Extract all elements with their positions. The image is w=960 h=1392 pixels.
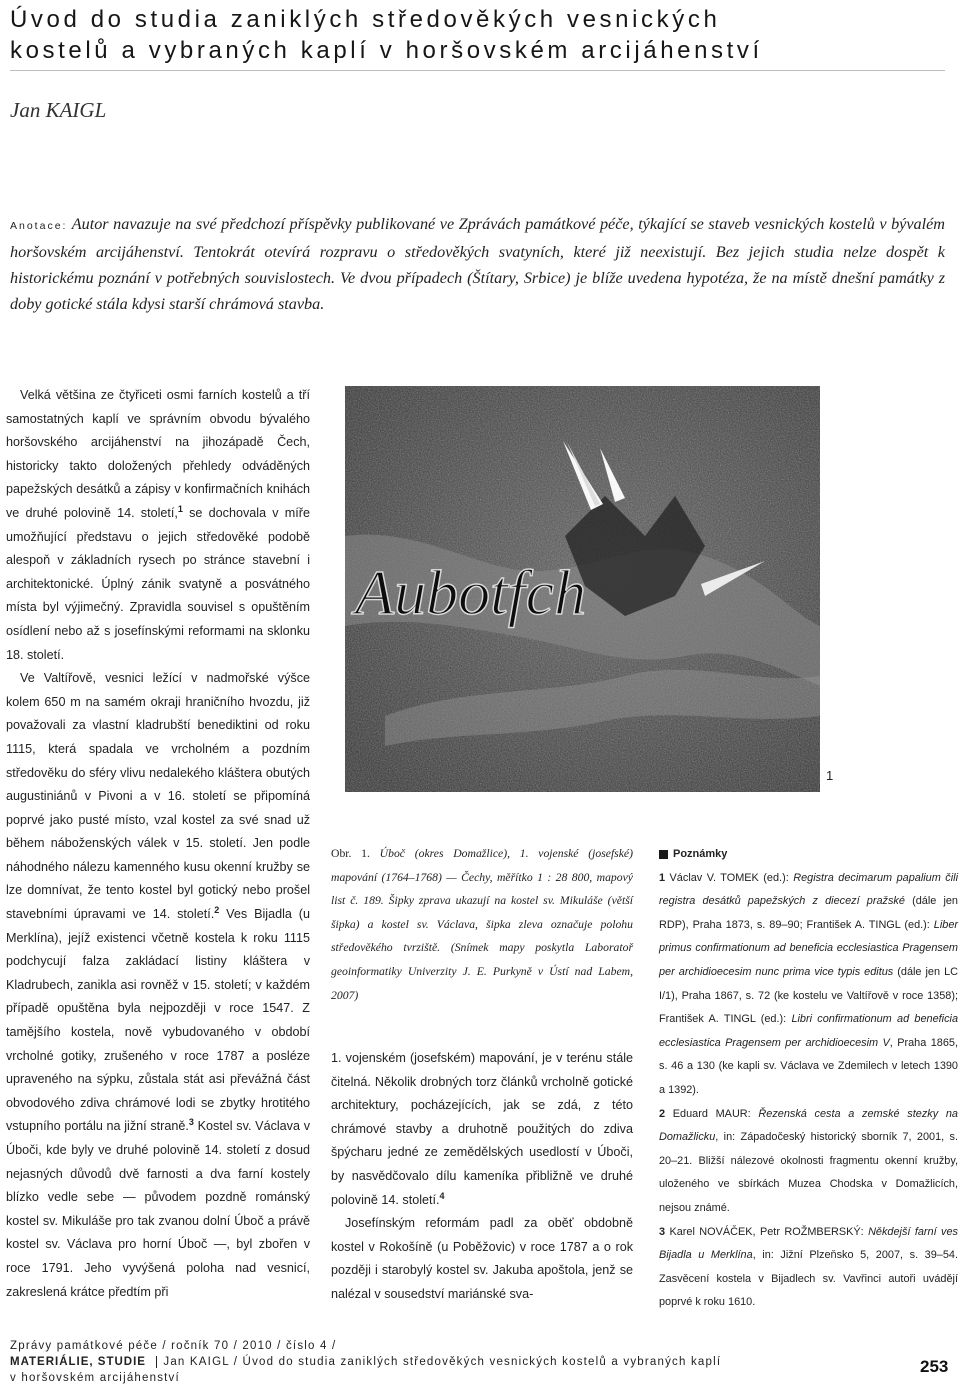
footer-article-title-cont: v horšovském arcijáhenství — [10, 1372, 180, 1384]
article-title — [10, 4, 955, 66]
text-run: Liber primus confirmationum ad beneficia ecclesiastica Pragensem per archidioecesim nunc prima vice typis editus — [659, 918, 958, 978]
journal-line: Zprávy památkové péče / ročník 70 / 2010 / číslo 4 / — [10, 1340, 337, 1352]
text-run: (dále jen LC I/1), Praha 1867, s. 72 (ke kostelu ve Valtířově v roce 1358); František A. TINGL (ed.): — [659, 965, 958, 1026]
annotation-text: Autor navazuje na své předchozí příspěvky publikované ve Zprávách památkové péče, týkající se staveb vesnických kostelů v bývalém horšovském arcijáhenství. Tentokrát otevírá rozpravu o středověkých svatyních, které již neexistují. Bez jejich studia nelze dospět k historickému poznání v potřebných souvislostech. Ve dvou případech (Štítary, Srbice) je blíže uvedena hypotéza, že na místě dnešní památky z doby gotické stála kdysi starší chrámová stavba. — [10, 215, 945, 313]
page-footer — [10, 1338, 945, 1386]
notes-heading — [659, 843, 958, 867]
body-column-2 — [331, 1047, 633, 1307]
text-run: Libri confirmationum ad beneficia ecclesiastica Pragensem per archidioecesim V — [659, 1013, 958, 1049]
text-run: Velká většina ze čtyřiceti osmi farních kostelů a tří samostatných kaplí ve správním obvodu bývalého horšovského arcijáhenství na jihozápadě Čech, historicky takto doložených přehledy odváděných papežských desátků a zápisy v konfirmačních knihách ve druhé polovině 14. století, — [6, 388, 310, 520]
footnote-number: 2 — [659, 1107, 666, 1120]
footnote-ref[interactable]: 2 — [214, 904, 220, 915]
footnote-ref[interactable]: 4 — [439, 1190, 445, 1201]
square-bullet-icon — [659, 850, 668, 859]
notes-heading-label: Poznámky — [673, 848, 728, 860]
footer-separator — [156, 1356, 157, 1368]
map-image — [345, 386, 820, 792]
paragraph — [331, 1047, 633, 1212]
text-run: Karel NOVÁČEK, Petr ROŽMBERSKÝ: — [665, 1225, 869, 1238]
text-run: 1. vojenském (josefském) mapování, je v terénu stále čitelná. Několik drobných torz článků vrcholně gotické architektury, pocházejících, jak se zdá, z této chrámové stavby a druhotně použitých do zdiva špýcharu jedné ze zemědělských usedlostí v Úboči, by nasvědčovalo dílu kameníka přibližně ve druhé polovině 14. století. — [331, 1051, 633, 1207]
footnote-item — [659, 1221, 958, 1315]
text-run: , in: Západočeský historický sborník 7, 2001, s. 20–21. Bližší nálezové okolnosti fragmentu okenní kružby, uloženého ve sbírkách Muzea Chodska v Domažlicích, nejsou známé. — [659, 1131, 958, 1214]
text-run: Kostel sv. Václava v Úboči, kde byly ve druhé polovině 14. století z dosud nejasných důvodů dvě farnosti a dva farní kostely blízko vedle sebe — původem pozdně románský kostel sv. Mikuláše pro tak zvanou dolní Úboč a právě kostel sv. Václava pro horní Úboč —, byl zbořen v roce 1791. Jeho vyvýšená poloha nad vesnicí, zakreslená krátce předtím při — [6, 1119, 310, 1299]
footnote-ref[interactable]: 3 — [188, 1117, 194, 1128]
paragraph — [6, 384, 310, 667]
footer-article-title: Jan KAIGL / Úvod do studia zaniklých středověkých vesnických kostelů a vybraných kaplí — [163, 1356, 722, 1368]
figure-caption — [331, 842, 633, 1007]
caption-text: Úboč (okres Domažlice), 1. vojenské (josefské) mapování (1764–1768) — Čechy, měřítko 1 : 28 800, mapový list č. 189. Šipky zprava ukazují na kostel sv. Mikuláše (větší šipka) a kostel sv. Václava, šipka zleva označuje polohu středověkého tvrziště. (Snímek mapy poskytla Laboratoř geoinformatiky Univerzity J. E. Purkyně v Ústí nad Labem, 2007) — [331, 847, 634, 1002]
annotation-label: Anotace: — [10, 220, 68, 232]
text-run: Ve Valtířově, vesnici ležící v nadmořské výšce kolem 650 m na samém okraji hraničního hvozdu, již považovali za vlastní kladrubští benediktini od roku 1115, která spadala ve vrcholném a pozdním středověku do sféry vlivu nedalekého kláštera obutých augustiniánů v Pivoni a v 16. století se připomíná poprvé jako pusté místo, vzal kostel za své snad už během náboženských válek v 15. století. Jen podle náhodného nálezu kamenného kusu okenní kružby se lze domnívat, že tento kostel byl gotický nebo prošel stavebními úpravami ve 14. století. — [6, 671, 310, 922]
title-line-1: Úvod do studia zaniklých středověkých vesnických — [10, 6, 721, 33]
title-divider — [10, 70, 945, 71]
footnotes — [659, 843, 958, 1315]
text-run: se dochovala v míře umožňující představu o jejich středověké podobě alespoň v základních rysech po stránce stavební i architektonické. Úplný zánik svatyně a posvátného místa byl výjimečný. Zpravidla souvisel s opuštěním osídlení nebo až s josefínskými reformami na sklonku 18. století. — [6, 505, 310, 662]
text-run: , in: Jižní Plzeňsko 5, 2007, s. 39–54. Zasvěcení kostela v Bijadlech sv. Vavřinci autoři uvádějí poprvé k roku 1610. — [659, 1249, 958, 1309]
footnote-ref[interactable]: 1 — [177, 503, 183, 514]
text-run: Řezenská cesta a zemské stezky na Domažlicku — [659, 1107, 958, 1144]
page-number: 253 — [920, 1357, 949, 1376]
footnote-number: 3 — [659, 1225, 666, 1238]
caption-label: Obr. 1. — [331, 847, 370, 860]
text-run: Někdejší farní ves Bijadla u Merklína — [659, 1225, 958, 1262]
title-line-2: kostelů a vybraných kaplí v horšovském arcijáhenství — [10, 37, 763, 64]
text-run: Václav V. TOMEK (ed.): — [665, 871, 794, 884]
historical-map-figure — [345, 386, 820, 792]
section-label: MATERIÁLIE, STUDIE — [10, 1356, 146, 1368]
text-run: Registra decimarum papalium čili registra desátků papežských z diecezí pražské — [659, 871, 958, 908]
footnote-item — [659, 867, 958, 1103]
author-name: Jan KAIGL — [10, 98, 107, 122]
footer-citation — [10, 1354, 945, 1370]
body-column-1 — [6, 384, 310, 1304]
footnote-number: 1 — [659, 871, 666, 884]
map-label-text: Aubotfch — [355, 557, 587, 628]
paragraph — [6, 667, 310, 1304]
text-run: Ves Bijadla (u Merklína), jejíž existenci včetně kostela k roku 1115 podchycují falza zakládací listiny kláštera v Kladrubech, zanikla asi rovněž v 15. století; v každém případě opuštěna byla nejpozději v roce 1547. Z tamějšího kostela, nově vybudovaného v období vrcholné gotiky, zrušeného v roce 1787 a posléze upraveného na sýpku, zůstala stát asi převážná část obvodového zdiva chrámové lodi se zbytky hrotitého vstupního portálu na jižní straně. — [6, 907, 310, 1134]
footnote-item — [659, 1103, 958, 1221]
text-run: Eduard MAUR: — [665, 1107, 759, 1120]
annotation — [10, 211, 945, 317]
paragraph: Josefínským reformám padl za oběť obdobně kostel v Rokošíně (u Poběžovic) v roce 1787 a o rok později i starobylý kostel sv. Jakuba apoštola, jenž se nalézal v sousedství mariánské sva- — [331, 1216, 633, 1301]
text-run: , Praha 1865, s. 46 a 130 (ke kapli sv. Václava ve Zdemilech v letech 1390 a 1392). — [659, 1036, 958, 1096]
text-run: (dále jen RDP), Praha 1873, s. 89–90; František A. TINGL (ed.): — [659, 895, 958, 931]
figure-number: 1 — [826, 768, 834, 783]
